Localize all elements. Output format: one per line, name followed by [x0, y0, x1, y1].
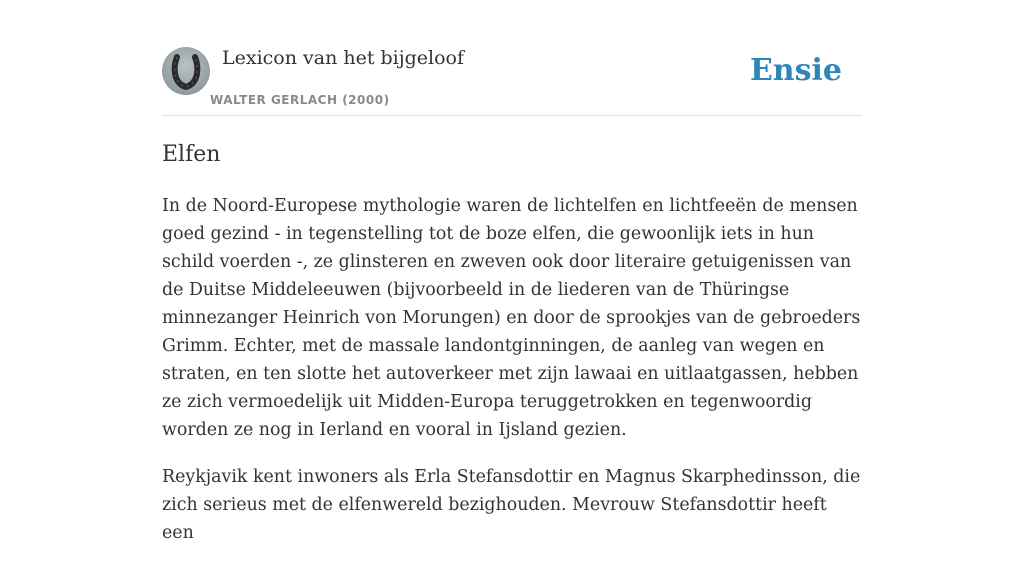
- header: [162, 46, 862, 116]
- horseshoe-icon: [162, 47, 210, 95]
- book-avatar[interactable]: [162, 47, 210, 95]
- author-label[interactable]: WALTER GERLACH (2000): [210, 93, 390, 107]
- paragraph: Reykjavik kent inwoners als Erla Stefansdottir en Magnus Skarphedinsson, die zich serieus met de elfenwereld bezighouden. Mevrouw Stefansdottir heeft een: [162, 467, 861, 543]
- entry-content: [162, 192, 862, 566]
- ensie-logo[interactable]: Ensie: [749, 53, 842, 88]
- paragraph: In de Noord-Europese mythologie waren de lichtelfen en lichtfeeën de mensen goed gezind - in tegenstelling tot de boze elfen, die gewoonlijk iets in hun schild voerden -, ze glinsteren en zweven ook door literaire getuigenissen van de Duitse Middeleeuwen (bijvoorbeeld in de liederen van de Thüringse minnezanger Heinrich von Morungen) en door de sprookjes van de gebroeders Grimm. Echter, met de massale landontginningen, de aanleg van wegen en straten, en ten slotte het autoverkeer met zijn lawaai en uitlaatgassen, hebben ze zich vermoedelijk uit Midden-Europa teruggetrokken en tegenwoordig worden ze nog in Ierland en vooral in Ijsland gezien.: [162, 196, 861, 440]
- entry-title: Elfen: [162, 142, 221, 167]
- book-title[interactable]: Lexicon van het bijgeloof: [222, 47, 465, 69]
